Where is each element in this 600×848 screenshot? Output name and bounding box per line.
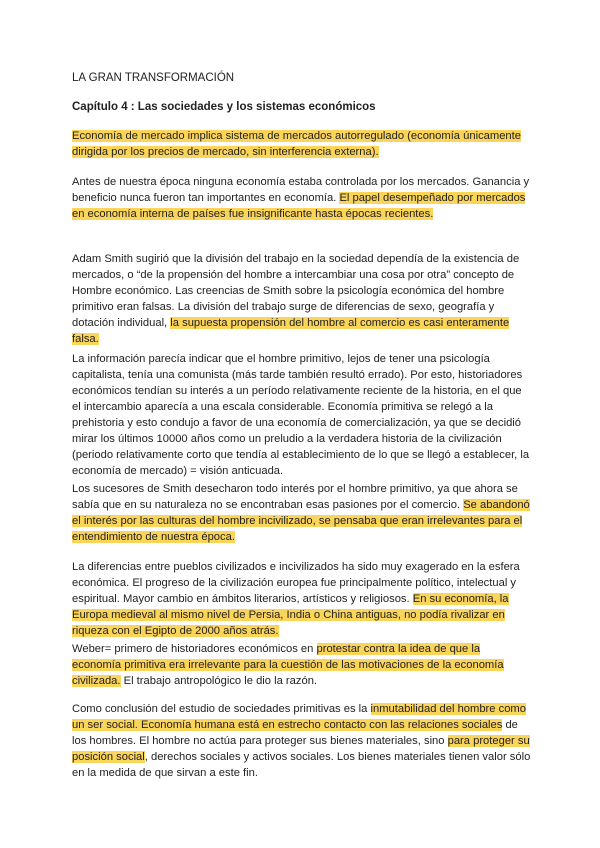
- chapter-heading: Capítulo 4 : Las sociedades y los sistemas económicos: [72, 101, 376, 113]
- text-run: Los sucesores de Smith desecharon todo interés por el hombre primitivo, ya que ahora se sabía que en su naturaleza no se encontraban esas pasiones por el comercio.: [72, 483, 518, 511]
- text-run: Adam Smith sugirió que la división del trabajo en la sociedad dependía de la existencia de mercados, o “de la propensión del hombre a intercambiar una cosa por otra” concepto de Hombre económico. Las creencias de Smith sobre la psicología económica del hombre primitivo eran falsas. La división del trabajo surge de diferencias de sexo, geografía y dotación individual,: [72, 253, 520, 329]
- highlighted-text: Economía de mercado implica sistema de mercados autorregulado (economía únicamente dirigida por los precios de mercado, sin interferencia externa).: [72, 130, 521, 158]
- paragraph-7: [72, 641, 532, 689]
- text-run: Weber= primero de historiadores económicos en: [72, 643, 317, 655]
- highlighted-text: El papel desempeñado por mercados en economía interna de países fue insignificante hasta épocas recientes.: [72, 192, 526, 220]
- text-run: La diferencias entre pueblos civilizados e incivilizados ha sido muy exagerado en la esfera económica. El progreso de la civilización europea fue principalmente político, intelectual y espiritual. Mayor cambio en ámbitos literarios, artísticos y religiosos.: [72, 561, 520, 605]
- text-run: Como conclusión del estudio de sociedades primitivas es la: [72, 703, 371, 715]
- text-run: La información parecía indicar que el hombre primitivo, lejos de tener una psicología capitalista, tenía una comunista (más tarde también resultó errado). Por esto, historiadores económicos tendían su interés a un período relativamente reciente de la historia, en el que el intercambio aparecía a una escala considerable. Economía primitiva se relegó a la prehistoria y esto condujo a favor de una economía de comercialización, ya que se decidió mirar los últimos 10000 años como un preludio a la verdadera historia de la civilización (periodo relativamente corto que tendía al establecimiento de lo que se llegó a establecer, la economía de mercado) = visión anticuada.: [72, 353, 530, 477]
- paragraph-4: [72, 351, 532, 479]
- paragraph-3: [72, 251, 532, 347]
- paragraph-1: [72, 128, 532, 160]
- text-run: de los hombres. El hombre no actúa para proteger sus bienes materiales, sino: [72, 719, 518, 747]
- highlighted-text: inmutabilidad del hombre como un ser social. Economía humana está en estrecho contacto con las relaciones sociales: [72, 703, 526, 731]
- paragraph-8: [72, 701, 532, 781]
- text-run: Antes de nuestra época ninguna economía estaba controlada por los mercados. Ganancia y beneficio nunca fueron tan importantes en economía.: [72, 176, 530, 204]
- highlighted-text: En su economía, la Europa medieval al mismo nivel de Persia, India o China antiguas, no podía rivalizar en riqueza con el Egipto de 2000 años atrás.: [72, 593, 509, 637]
- paragraph-6: [72, 559, 532, 639]
- highlighted-text: protestar contra la idea de que la economía primitiva era irrelevante para la cuestión de las motivaciones de la economía civilizada.: [72, 643, 504, 687]
- text-run: , derechos sociales y activos sociales. Los bienes materiales tienen valor sólo en la medida de que sirvan a este fin.: [72, 751, 531, 779]
- paragraph-5: [72, 481, 532, 545]
- highlighted-text: Se abandonó el interés por las culturas del hombre incivilizado, se pensaba que eran irrelevantes para el entendimiento de nuestra época.: [72, 499, 530, 543]
- highlighted-text: la supuesta propensión del hombre al comercio es casi enteramente falsa.: [72, 317, 510, 345]
- paragraph-2: [72, 174, 532, 222]
- text-run: El trabajo antropológico le dio la razón.: [120, 675, 318, 687]
- document-title: LA GRAN TRANSFORMACIÓN: [72, 72, 235, 84]
- highlighted-text: para proteger su posición social: [72, 735, 530, 763]
